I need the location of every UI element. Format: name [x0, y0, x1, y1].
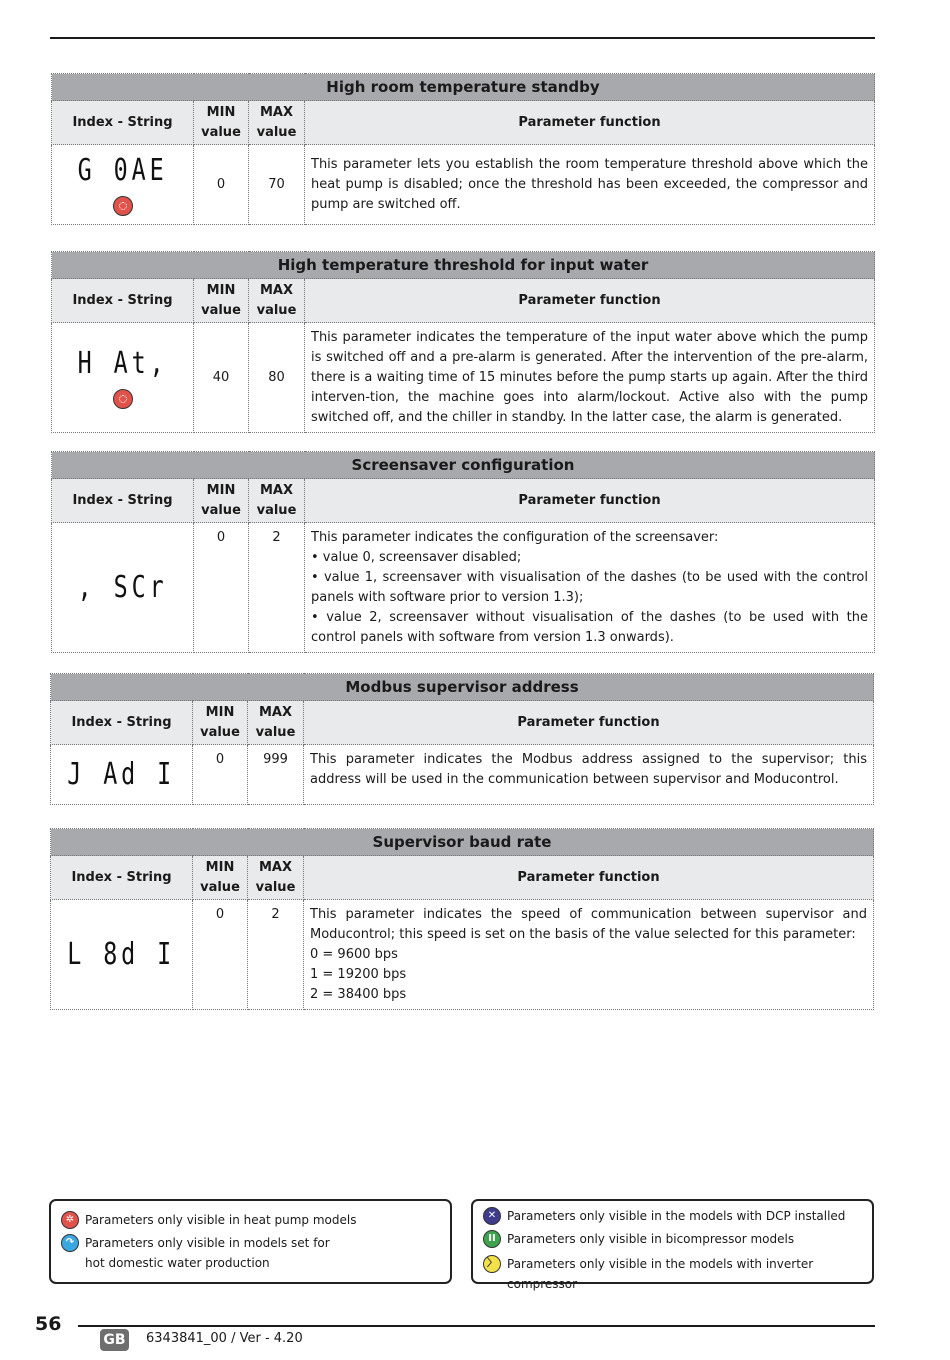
heat-pump-icon: ✲ [61, 1211, 79, 1229]
parameter-function: This parameter indicates the Modbus address assigned to the supervisor; this address will be used in the communication between supervisor and Moducontrol. [304, 745, 874, 805]
header-function: Parameter function [304, 856, 874, 900]
function-line: This parameter indicates the configuration of the screensaver: [311, 530, 719, 545]
parameter-function [305, 523, 875, 653]
hot-water-icon: ↷ [61, 1234, 79, 1252]
function-line: 0 = 9600 bps [310, 947, 398, 962]
index-string: G 0AE [77, 153, 168, 188]
max-value: 999 [248, 745, 304, 805]
doc-code: 6343841_00 / Ver - 4.20 [146, 1331, 303, 1346]
function-line: • value 2, screensaver without visualisation of the dashes (to be used with the control panels with software from version 1.3 onwards). [311, 610, 868, 645]
header-index: Index - String [51, 701, 193, 745]
legend-text: Parameters only visible in the models with DCP installed [507, 1209, 846, 1223]
header-function: Parameter function [305, 101, 875, 145]
min-value: 0 [194, 523, 249, 653]
max-value: 70 [249, 145, 305, 225]
min-value: 0 [193, 900, 248, 1010]
header-min: MIN value [193, 856, 248, 900]
legend-item [483, 1254, 872, 1294]
bottom-rule [78, 1325, 875, 1327]
legend-item [61, 1233, 330, 1273]
function-line: 1 = 19200 bps [310, 967, 407, 982]
legend-text: Parameters only visible in bicompressor models [507, 1232, 795, 1246]
heat-pump-icon [113, 389, 133, 409]
parameter-function [304, 900, 874, 1010]
header-min: MIN value [193, 701, 248, 745]
page-number: 56 [35, 1313, 62, 1335]
header-index: Index - String [52, 279, 194, 323]
language-badge: GB [100, 1329, 129, 1351]
index-string: J Ad I [67, 757, 176, 792]
param-table-input-water-threshold [51, 251, 875, 433]
table-title: High room temperature standby [52, 74, 875, 101]
parameter-function: This parameter indicates the temperature of the input water above which the pump is switched off and a pre-alarm is generated. After the intervention of the pre-alarm, there is a waiting time of 15 minutes before the pump starts up again. After the third interven-tion, the machine goes into alarm/lockout. Active also with the pump switched off, and the chiller in standby. In the latter case, the alarm is generated. [305, 323, 875, 433]
index-string: H At, [77, 346, 168, 381]
index-cell [52, 145, 194, 225]
inverter-icon: 〉 [483, 1255, 501, 1273]
header-min: MIN value [194, 101, 249, 145]
header-max: MAX value [249, 279, 305, 323]
table-title: Supervisor baud rate [51, 829, 874, 856]
header-function: Parameter function [304, 701, 874, 745]
table-title: Modbus supervisor address [51, 674, 874, 701]
legend-right [471, 1199, 874, 1291]
header-index: Index - String [52, 479, 194, 523]
legend-item [61, 1210, 356, 1230]
index-cell [51, 745, 193, 805]
table-title: Screensaver configuration [52, 452, 875, 479]
index-cell [52, 523, 194, 653]
parameter-function: This parameter lets you establish the room temperature threshold above which the heat pump is disabled; once the threshold has been exceeded, the compressor and pump are switched off. [305, 145, 875, 225]
legend-text: Parameters only visible in models set for hot domestic water production [85, 1236, 330, 1270]
legend-left [49, 1199, 452, 1284]
legend-item [483, 1206, 845, 1226]
param-table-baud-rate [50, 828, 874, 1010]
index-cell [51, 900, 193, 1010]
header-min: MIN value [194, 479, 249, 523]
min-value: 40 [194, 323, 249, 433]
header-function: Parameter function [305, 479, 875, 523]
header-index: Index - String [51, 856, 193, 900]
dcp-icon: ✕ [483, 1207, 501, 1225]
header-index: Index - String [52, 101, 194, 145]
function-line: • value 0, screensaver disabled; [311, 550, 522, 565]
param-table-modbus-address [50, 673, 874, 805]
function-line: • value 1, screensaver with visualisation of the dashes (to be used with the control panels with software prior to version 1.3); [311, 570, 868, 605]
bicompressor-icon: II [483, 1230, 501, 1248]
index-string: L 8d I [67, 937, 176, 972]
index-string: , SCr [77, 570, 168, 605]
table-title: High temperature threshold for input water [52, 252, 875, 279]
function-line: 2 = 38400 bps [310, 987, 407, 1002]
header-max: MAX value [248, 856, 304, 900]
header-max: MAX value [249, 479, 305, 523]
header-function: Parameter function [305, 279, 875, 323]
header-max: MAX value [249, 101, 305, 145]
param-table-room-temp-standby [51, 73, 875, 225]
index-cell [52, 323, 194, 433]
top-rule [50, 37, 875, 39]
min-value: 0 [194, 145, 249, 225]
max-value: 2 [248, 900, 304, 1010]
max-value: 2 [249, 523, 305, 653]
max-value: 80 [249, 323, 305, 433]
legend-item [483, 1229, 794, 1249]
legend-text: Parameters only visible in the models with inverter compressor [507, 1257, 814, 1291]
header-max: MAX value [248, 701, 304, 745]
function-line: This parameter indicates the speed of communication between supervisor and Moducontrol; this speed is set on the basis of the value selected for this parameter: [310, 907, 867, 942]
param-table-screensaver [51, 451, 875, 653]
min-value: 0 [193, 745, 248, 805]
header-min: MIN value [194, 279, 249, 323]
heat-pump-icon [113, 196, 133, 216]
legend-text: Parameters only visible in heat pump models [85, 1213, 357, 1227]
